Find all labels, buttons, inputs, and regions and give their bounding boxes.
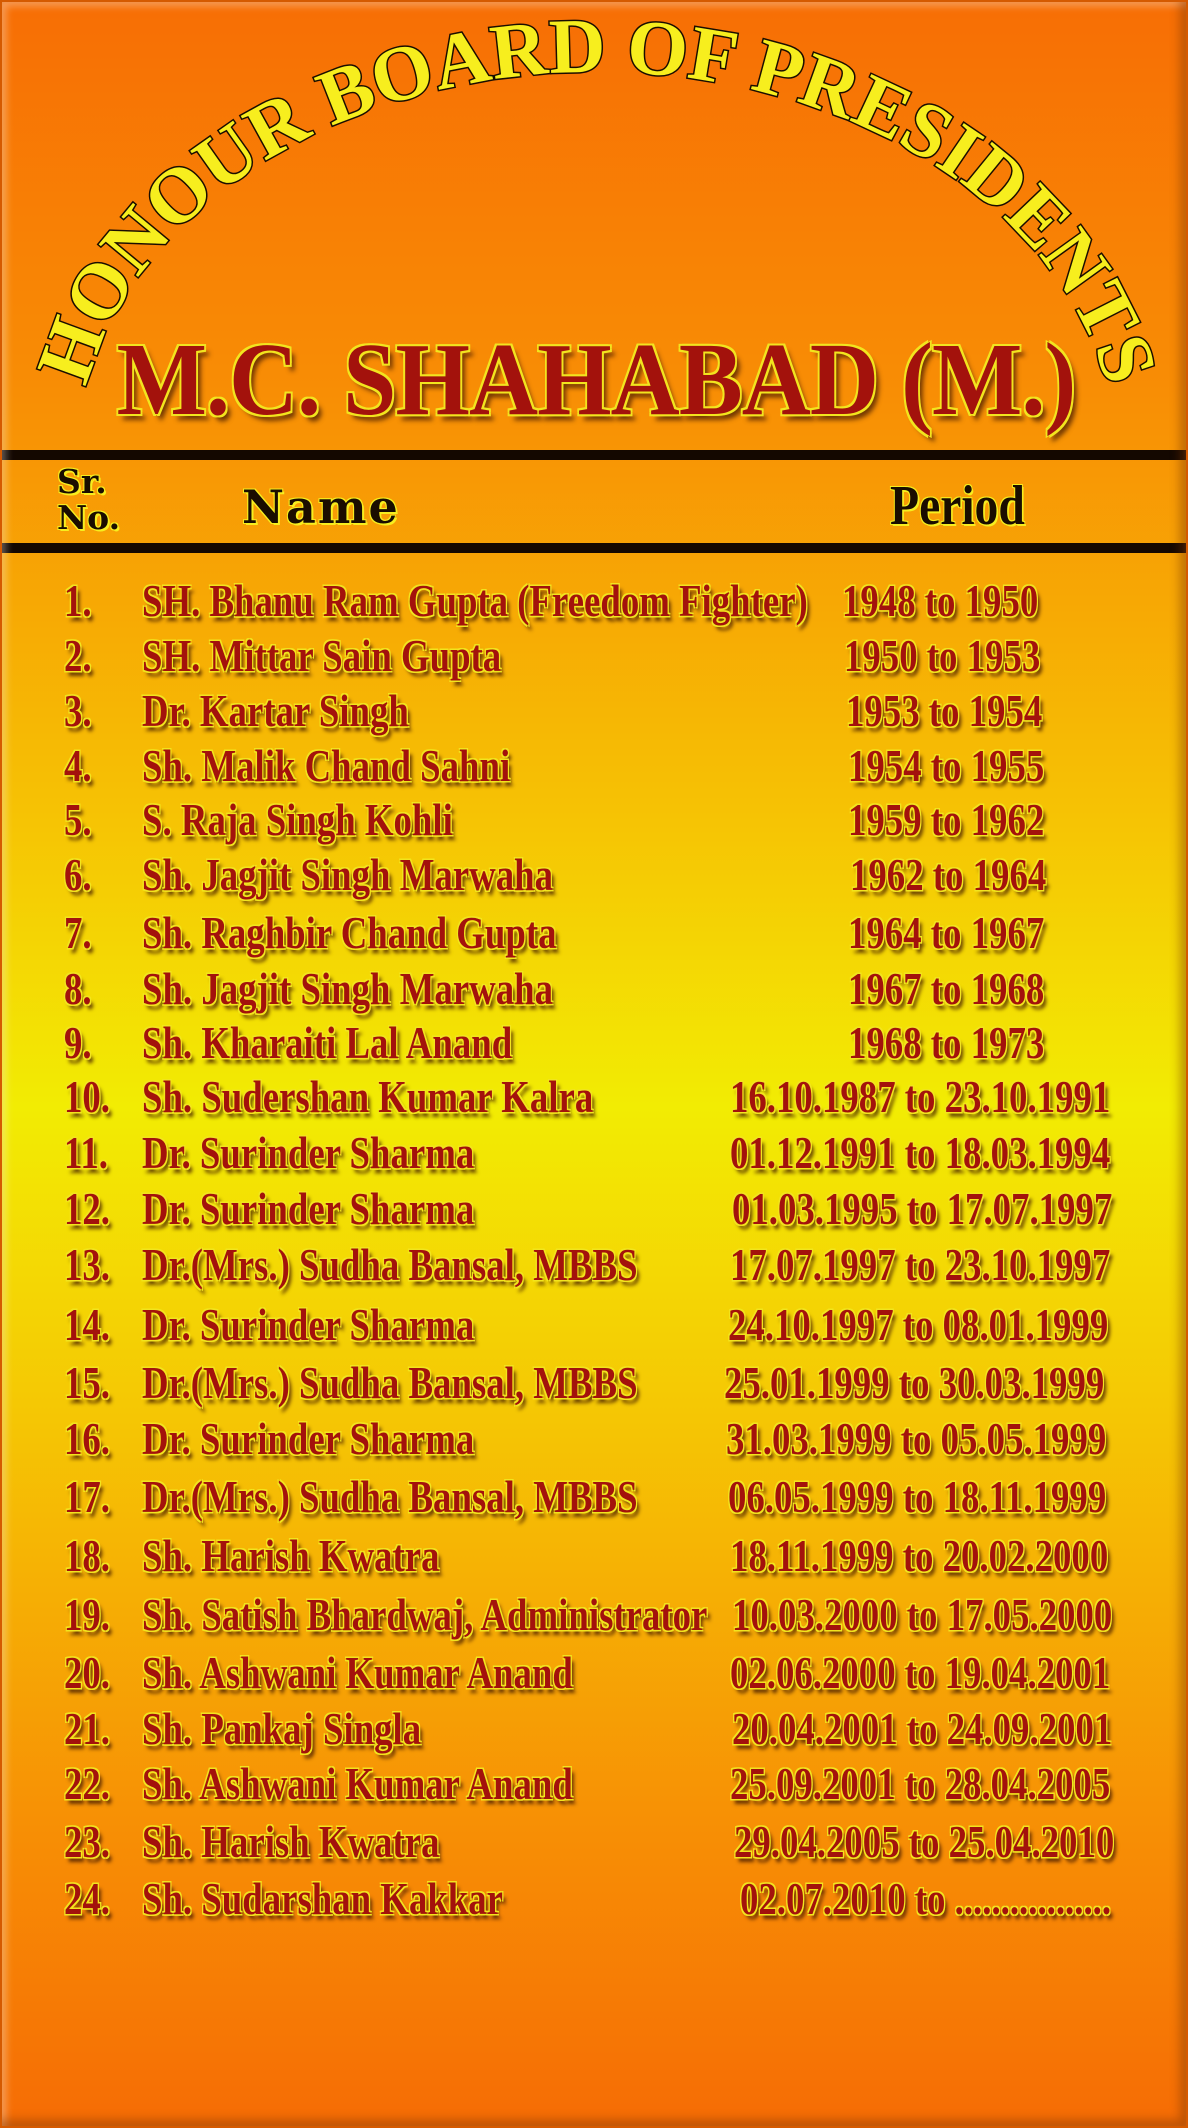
president-name: SH. Mittar Sain Gupta [142,630,502,681]
serial-number: 20. [64,1647,110,1698]
serial-number: 5. [64,794,92,845]
president-name: Dr. Surinder Sharma [142,1299,475,1350]
term-period: 31.03.1999 to 05.05.1999 [726,1413,1107,1464]
table-row [2,1588,1188,1644]
term-period: 24.10.1997 to 08.01.1999 [728,1299,1109,1350]
municipal-council-name: M.C. SHAHABAD (M.) [116,322,1076,437]
name-column-header: Name [242,480,400,534]
serial-number: 15. [64,1357,110,1408]
president-name: SH. Bhanu Ram Gupta (Freedom Fighter) [142,575,808,626]
table-row [2,1356,1188,1412]
serial-number: 17. [64,1471,110,1522]
serial-number: 8. [64,963,92,1014]
president-name: Dr. Surinder Sharma [142,1127,475,1178]
term-period: 1962 to 1964 [850,849,1047,900]
president-name: Sh. Ashwani Kumar Anand [142,1647,573,1698]
table-row [2,574,1188,630]
term-period: 25.01.1999 to 30.03.1999 [724,1357,1105,1408]
president-name: Sh. Satish Bhardwaj, Administrator [142,1589,708,1640]
serial-number: 10. [64,1071,110,1122]
serial-number: 1. [64,575,92,626]
serial-number: 11. [64,1127,108,1178]
serial-number: 7. [64,907,92,958]
term-period: 1954 to 1955 [848,740,1045,791]
serial-number: 18. [64,1530,110,1581]
serial-number: 19. [64,1589,110,1640]
president-name: Dr. Surinder Sharma [142,1413,475,1464]
serial-number: 13. [64,1239,110,1290]
serial-number: 22. [64,1758,110,1809]
header-bottom-rule [2,543,1188,553]
president-name: Sh. Jagjit Singh Marwaha [142,963,553,1014]
table-row [2,684,1188,740]
table-row [2,1238,1188,1294]
table-row [2,848,1188,904]
president-name: Dr.(Mrs.) Sudha Bansal, MBBS [142,1239,638,1290]
president-name: Dr. Kartar Singh [142,685,409,736]
president-name: Dr. Surinder Sharma [142,1183,475,1234]
term-period: 1959 to 1962 [848,794,1045,845]
table-row [2,1529,1188,1585]
president-name: Sh. Ashwani Kumar Anand [142,1758,573,1809]
term-period: 18.11.1999 to 20.02.2000 [730,1530,1109,1581]
serial-number: 9. [64,1017,92,1068]
president-name: Sh. Pankaj Singla [142,1703,422,1754]
president-name: Sh. Harish Kwatra [142,1816,440,1867]
term-period: 1953 to 1954 [846,685,1043,736]
table-row [2,1016,1188,1072]
table-row [2,1182,1188,1238]
president-name: Sh. Jagjit Singh Marwaha [142,849,553,900]
term-period: 29.04.2005 to 25.04.2010 [734,1816,1115,1867]
term-period: 02.07.2010 to ................. [740,1873,1112,1924]
table-row [2,1126,1188,1182]
table-row [2,1412,1188,1468]
serial-number: 3. [64,685,92,736]
term-period: 02.06.2000 to 19.04.2001 [730,1647,1111,1698]
serial-number: 23. [64,1816,110,1867]
president-name: Sh. Harish Kwatra [142,1530,440,1581]
table-row [2,629,1188,685]
president-name: S. Raja Singh Kohli [142,794,453,845]
term-period: 01.12.1991 to 18.03.1994 [730,1127,1111,1178]
term-period: 20.04.2001 to 24.09.2001 [732,1703,1113,1754]
table-row [2,1702,1188,1758]
term-period: 06.05.1999 to 18.11.1999 [728,1471,1107,1522]
table-row [2,1070,1188,1126]
table-row [2,739,1188,795]
president-name: Sh. Kharaiti Lal Anand [142,1017,513,1068]
president-name: Sh. Raghbir Chand Gupta [142,907,557,958]
period-column-header: Period [890,475,1025,537]
table-row [2,793,1188,849]
table-row [2,906,1188,962]
table-row [2,962,1188,1018]
term-period: 25.09.2001 to 28.04.2005 [730,1758,1111,1809]
table-row [2,1298,1188,1354]
table-row [2,1646,1188,1702]
term-period: 1948 to 1950 [842,575,1039,626]
president-name: Dr.(Mrs.) Sudha Bansal, MBBS [142,1357,638,1408]
serial-number: 21. [64,1703,110,1754]
serial-number-header-line2: No. [57,498,121,537]
term-period: 1967 to 1968 [848,963,1045,1014]
president-name: Sh. Sudarshan Kakkar [142,1873,504,1924]
serial-number: 6. [64,849,92,900]
term-period: 16.10.1987 to 23.10.1991 [730,1071,1111,1122]
term-period: 10.03.2000 to 17.05.2000 [732,1589,1113,1640]
header-top-rule [2,450,1188,460]
serial-number: 12. [64,1183,110,1234]
serial-number: 14. [64,1299,110,1350]
president-name: Dr.(Mrs.) Sudha Bansal, MBBS [142,1471,638,1522]
serial-number-header-line1: Sr. [57,462,107,501]
table-row [2,1757,1188,1813]
serial-number: 4. [64,740,92,791]
term-period: 17.07.1997 to 23.10.1997 [730,1239,1111,1290]
serial-number: 24. [64,1873,110,1924]
term-period: 1950 to 1953 [844,630,1041,681]
term-period: 1964 to 1967 [848,907,1045,958]
president-name: Sh. Malik Chand Sahni [142,740,511,791]
serial-number-header [57,464,157,536]
table-row [2,1872,1188,1928]
table-row [2,1470,1188,1526]
table-row [2,1815,1188,1871]
board-title: HONOUR BOARD OF PRESIDENTS [19,2,1175,394]
serial-number: 2. [64,630,92,681]
serial-number: 16. [64,1413,110,1464]
term-period: 01.03.1995 to 17.07.1997 [732,1183,1113,1234]
term-period: 1968 to 1973 [848,1017,1045,1068]
president-name: Sh. Sudershan Kumar Kalra [142,1071,594,1122]
